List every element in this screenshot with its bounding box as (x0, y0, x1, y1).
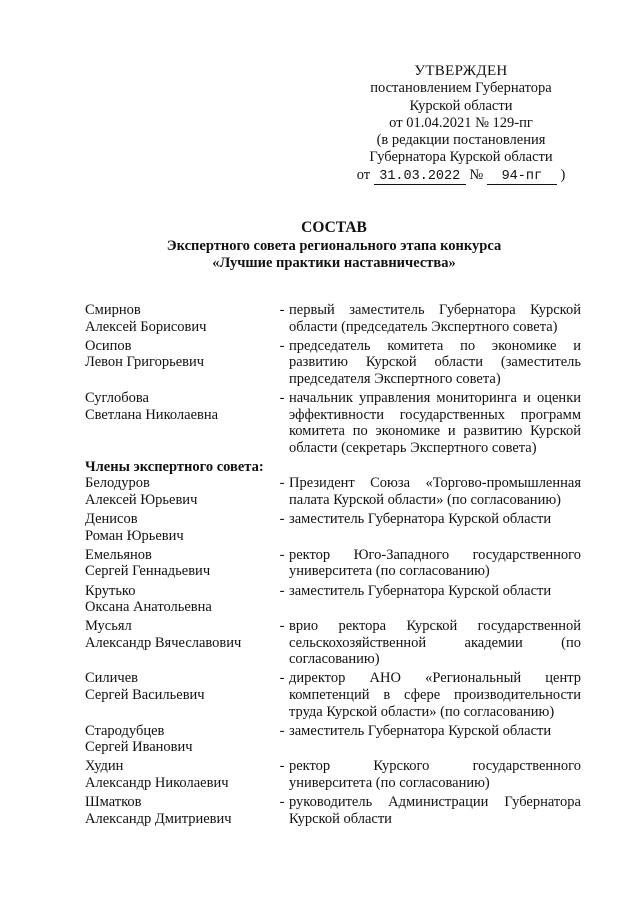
person-role: ректор Курского государственного университета (по согласованию) (289, 758, 581, 792)
person-name (85, 583, 271, 616)
separator-dash: - (279, 302, 285, 318)
person-given-name: Алексей Борисович (85, 318, 207, 335)
approval-line: от 01.04.2021 № 129-пг (389, 114, 533, 131)
roster-row (85, 583, 585, 616)
person-role: первый заместитель Губернатора Курской области (председатель Экспертного совета) (289, 302, 581, 335)
heading-subtitle-line1: Экспертного совета регионального этапа конкурса (166, 238, 502, 254)
person-surname: Смирнов (85, 302, 141, 318)
approval-line: постановлением Губернатора (370, 80, 552, 97)
person-surname: Крутько (85, 582, 136, 599)
edition-number-sign: № (469, 166, 484, 183)
person-role: председатель комитета по экономике и развитию Курской области (заместитель председателя Экспертного совета) (289, 337, 581, 387)
person-given-name: Сергей Геннадьевич (85, 563, 211, 580)
person-role: врио ректора Курской государственной сельскохозяйственной академии (по согласованию) (289, 618, 581, 668)
roster-row (85, 511, 585, 544)
roster-row (85, 475, 585, 508)
person-name (85, 390, 271, 456)
person-role: директор АНО «Региональный центр компетенций в сфере производительности труда Курской области» (по согласованию) (289, 670, 581, 720)
separator-dash: - (279, 618, 285, 635)
person-name (85, 511, 271, 544)
roster-row (85, 547, 585, 580)
person-name (85, 758, 271, 791)
separator-dash: - (279, 511, 285, 528)
roster-row (85, 758, 585, 791)
person-given-name: Оксана Анатольевна (85, 599, 212, 616)
separator-dash: - (279, 337, 285, 354)
person-name (85, 547, 271, 580)
edition-date: 31.03.2022 (374, 169, 466, 185)
separator-dash: - (279, 794, 285, 811)
person-role: ректор Юго-Западного государственного университета (по согласованию) (289, 546, 581, 580)
person-given-name: Сергей Васильевич (85, 687, 205, 704)
approval-line: (в редакции постановления (376, 132, 546, 149)
person-surname: Шматков (85, 794, 142, 811)
person-given-name: Роман Юрьевич (85, 527, 184, 544)
roster-row (85, 670, 585, 720)
approval-line: Губернатора Курской области (369, 149, 553, 166)
person-given-name: Алексей Юрьевич (85, 492, 198, 509)
person-name (85, 475, 271, 508)
person-surname: Мусьял (85, 618, 132, 635)
person-role: руководитель Администрации Губернатора Курской области (289, 794, 581, 827)
approval-title: УТВЕРЖДЕН (414, 63, 508, 79)
person-given-name: Светлана Николаевна (85, 406, 219, 423)
person-surname: Осипов (85, 337, 132, 354)
person-name (85, 670, 271, 720)
person-name (85, 794, 271, 827)
roster-row (85, 618, 585, 668)
person-name (85, 618, 271, 668)
person-name (85, 302, 271, 335)
person-surname: Емельянов (85, 546, 152, 563)
person-role: заместитель Губернатора Курской области (289, 582, 552, 599)
person-surname: Стародубцев (85, 722, 165, 739)
separator-dash: - (279, 722, 285, 739)
edition-line (330, 167, 592, 185)
person-given-name: Сергей Иванович (85, 739, 193, 756)
council-roster (85, 302, 585, 830)
roster-row (85, 723, 585, 756)
person-given-name: Левон Григорьевич (85, 354, 205, 371)
person-role: Президент Союза «Торгово-промышленная палата Курской области» (по согласованию) (289, 475, 581, 509)
members-list (85, 475, 585, 827)
person-role: заместитель Губернатора Курской области (289, 511, 552, 528)
separator-dash: - (279, 670, 285, 687)
separator-dash: - (279, 546, 285, 563)
approval-line: Курской области (409, 97, 513, 114)
heading-title: СОСТАВ (301, 219, 367, 236)
leadership-list (85, 302, 585, 456)
roster-row (85, 794, 585, 827)
separator-dash: - (279, 758, 285, 775)
person-role: начальник управления мониторинга и оценки эффективности государственных программ комитета по экономике и развитию Курской области (секретарь Экспертного совета) (289, 389, 581, 456)
roster-row (85, 338, 585, 388)
separator-dash: - (279, 389, 285, 406)
separator-dash: - (279, 582, 285, 599)
approval-stamp (330, 63, 592, 185)
edition-number: 94-пг (487, 169, 557, 185)
separator-dash: - (279, 475, 285, 492)
person-surname: Денисов (85, 511, 138, 528)
roster-row (85, 390, 585, 456)
roster-row (85, 302, 585, 335)
person-name (85, 338, 271, 388)
person-surname: Силичев (85, 670, 139, 687)
document-heading (0, 219, 640, 272)
person-given-name: Александр Дмитриевич (85, 810, 232, 827)
person-surname: Белодуров (85, 475, 150, 492)
members-heading: Члены экспертного совета: (85, 458, 264, 475)
edition-suffix: ) (560, 166, 566, 183)
person-name (85, 723, 271, 756)
person-role: заместитель Губернатора Курской области (289, 722, 552, 739)
person-given-name: Александр Николаевич (85, 775, 229, 792)
person-surname: Суглобова (85, 389, 149, 406)
person-given-name: Александр Вячеславович (85, 634, 242, 651)
edition-prefix: от (356, 166, 371, 183)
heading-subtitle-line2: «Лучшие практики наставничества» (212, 255, 456, 271)
person-surname: Худин (85, 758, 124, 775)
